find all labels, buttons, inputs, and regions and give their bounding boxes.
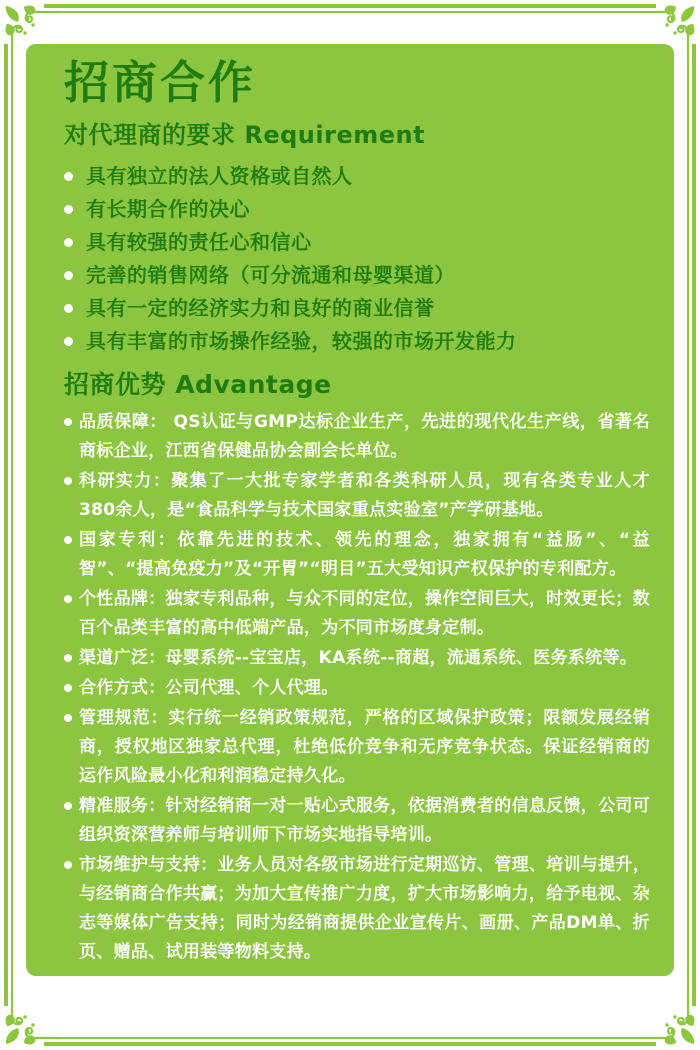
list-item [64, 229, 650, 255]
list-item [64, 526, 650, 584]
bullet-icon [64, 714, 72, 722]
bullet-icon [64, 802, 72, 810]
list-item [64, 196, 650, 222]
bullet-icon [64, 337, 73, 346]
corner-flourish-icon [0, 990, 60, 1050]
page-title: 招商合作 [64, 56, 257, 109]
advantages-heading: 招商优势 Advantage [64, 370, 332, 399]
list-item [64, 408, 650, 466]
list-item [64, 295, 650, 321]
bullet-icon [64, 418, 72, 426]
list-item [64, 467, 650, 525]
list-item [64, 163, 650, 189]
bullet-icon [64, 205, 73, 214]
list-item-label: 市场维护与支持：业务人员对各级市场进行定期巡访、管理、培训与提升，与经销商合作共赢；为加大宣传推广力度，扩大市场影响力，给予电视、杂志等媒体广告支持；同时为经销商提供企业宣传片、画册、产品DM单、折页、赠品、试用装等物料支持。 [79, 855, 650, 962]
list-item-label: 管理规范：实行统一经销政策规范，严格的区域保护政策；限额发展经销商，授权地区独家总代理，杜绝低价竞争和无序竞争状态。保证经销商的 运作风险最小化和利润稳定持久化。 [79, 708, 650, 786]
bullet-icon [64, 684, 72, 692]
list-item [64, 792, 650, 850]
content-panel [26, 44, 674, 976]
list-item-label: 品质保障： QS认证与GMP达标企业生产，先进的现代化生产线，省著名商标企业，江西省保健品协会副会长单位。 [79, 412, 650, 461]
bullet-icon [64, 304, 73, 313]
corner-flourish-icon [640, 0, 700, 60]
bullet-icon [64, 654, 72, 662]
list-item-label: 具有独立的法人资格或自然人 [86, 164, 353, 188]
list-item [64, 585, 650, 643]
bullet-icon [64, 861, 72, 869]
list-item-label: 科研实力：聚集了一大批专家学者和各类科研人员，现有各类专业人才380余人，是“食品科学与技术国家重点实验室”产学研基地。 [79, 471, 650, 520]
corner-flourish-icon [640, 990, 700, 1050]
list-item-label: 具有丰富的市场操作经验，较强的市场开发能力 [86, 329, 517, 353]
list-item [64, 328, 650, 354]
requirements-list [64, 163, 650, 354]
list-item [64, 644, 650, 673]
list-item [64, 262, 650, 288]
list-item-label: 合作方式：公司代理、个人代理。 [79, 678, 339, 698]
requirements-heading: 对代理商的要求 Requirement [64, 121, 426, 149]
list-item-label: 精准服务：针对经销商一对一贴心式服务，依据消费者的信息反馈，公司可组织资深营养师与培训师下市场实地指导培训。 [79, 796, 650, 845]
bullet-icon [64, 172, 73, 181]
list-item-label: 有长期合作的决心 [86, 197, 250, 221]
bullet-icon [64, 536, 72, 544]
list-item-label: 国家专利：依靠先进的技术、领先的理念，独家拥有“益肠”、“益智”、“提高免疫力”及“开胃”“明目”五大受知识产权保护的专利配方。 [79, 530, 650, 579]
list-item [64, 674, 650, 703]
list-item [64, 851, 650, 967]
list-item-label: 完善的销售网络（可分流通和母婴渠道） [86, 263, 455, 287]
list-item-label: 具有一定的经济实力和良好的商业信誉 [86, 296, 435, 320]
bullet-icon [64, 595, 72, 603]
bullet-icon [64, 238, 73, 247]
list-item-label: 具有较强的责任心和信心 [86, 230, 312, 254]
bullet-icon [64, 271, 73, 280]
bullet-icon [64, 477, 72, 485]
corner-flourish-icon [0, 0, 60, 60]
list-item-label: 个性品牌：独家专利品种，与众不同的定位，操作空间巨大，时效更长；数百个品类丰富的高中低端产品，为不同市场度身定制。 [79, 589, 650, 638]
advantages-list [64, 408, 650, 967]
list-item [64, 704, 650, 791]
list-item-label: 渠道广泛：母婴系统--宝宝店，KA系统--商超，流通系统、医务系统等。 [79, 648, 638, 668]
